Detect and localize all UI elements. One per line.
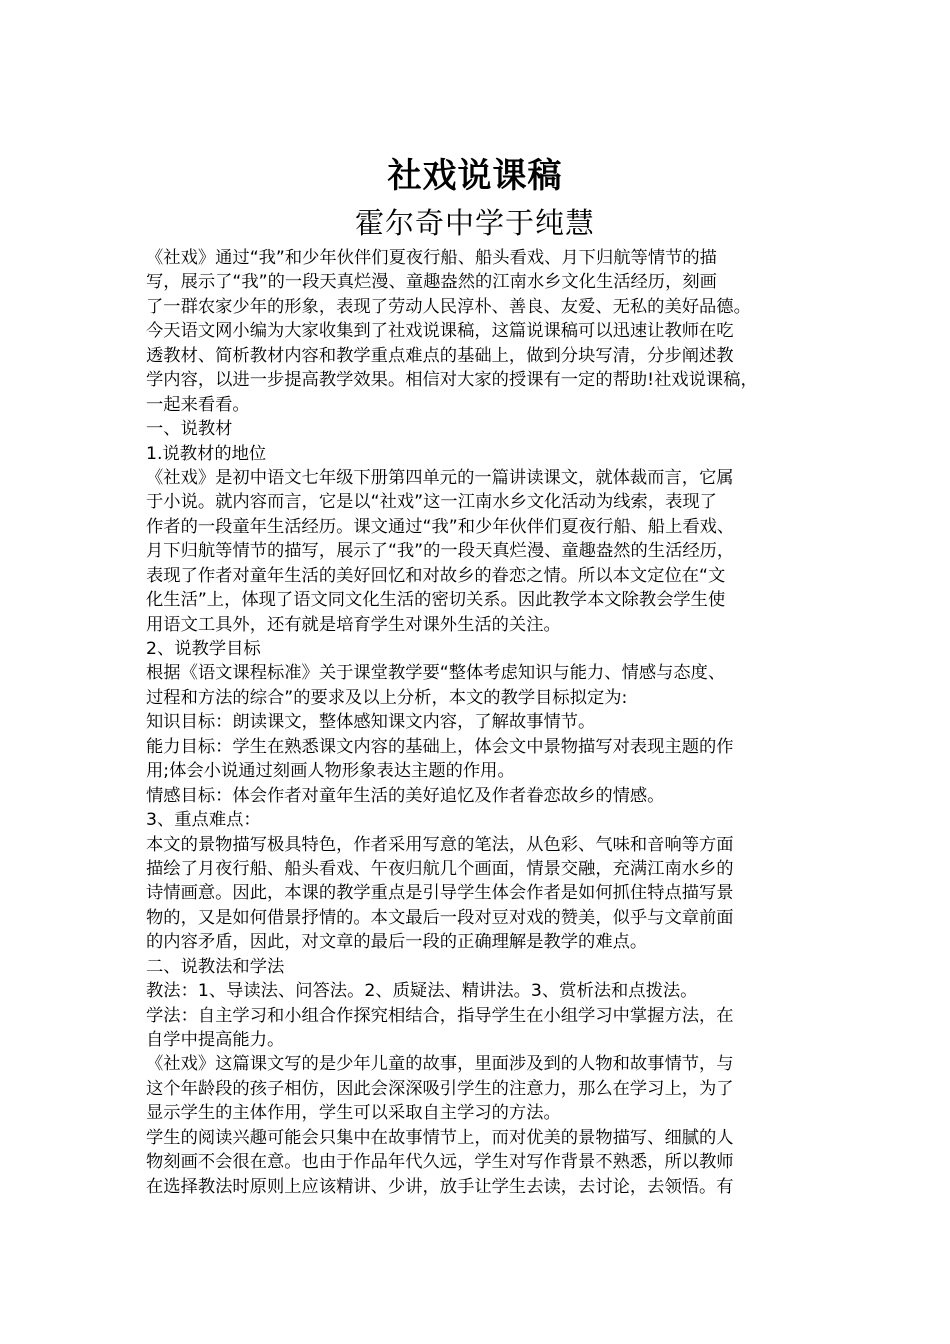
body-line: 描绘了月夜行船、船头看戏、午夜归航几个画面，情景交融，充满江南水乡的 — [146, 858, 734, 879]
body-line: 一、说教材 — [146, 419, 233, 440]
document-body — [146, 246, 818, 1199]
body-line: 根据《语文课程标准》关于课堂教学要“整体考虑知识与能力、情感与态度、 — [146, 663, 726, 684]
body-line: 学生的阅读兴趣可能会只集中在故事情节上，而对优美的景物描写、细腻的人 — [146, 1127, 734, 1148]
body-line: 物刻画不会很在意。也由于作品年代久远，学生对写作背景不熟悉，所以教师 — [146, 1152, 734, 1173]
body-line: 的内容矛盾，因此，对文章的最后一段的正确理解是教学的难点。 — [146, 932, 648, 953]
body-line: 在选择教法时原则上应该精讲、少讲，放手让学生去读，去讨论，去领悟。有 — [146, 1176, 734, 1197]
body-line: 《社戏》是初中语文七年级下册第四单元的一篇讲读课文，就体裁而言，它属 — [146, 467, 734, 488]
body-line: 一起来看看。 — [146, 394, 250, 415]
body-line: 情感目标：体会作者对童年生活的美好追忆及作者眷恋故乡的情感。 — [146, 785, 665, 806]
body-line: 于小说。就内容而言，它是以“社戏”这一江南水乡文化活动为线索，表现了 — [146, 492, 717, 513]
body-line: 本文的景物描写极具特色，作者采用写意的笔法，从色彩、气味和音响等方面 — [146, 834, 734, 855]
body-line: 3、重点难点： — [146, 810, 261, 831]
body-line: 能力目标：学生在熟悉课文内容的基础上，体会文中景物描写对表现主题的作 — [146, 736, 734, 757]
body-line: 1.说教材的地位 — [146, 443, 267, 464]
body-line: 二、说教法和学法 — [146, 956, 285, 977]
body-line: 月下归航等情节的描写，展示了“我”的一段天真烂漫、童趣盎然的生活经历， — [146, 541, 735, 562]
body-line: 2、说教学目标 — [146, 639, 261, 659]
body-line: 今天语文网小编为大家收集到了社戏说课稿，这篇说课稿可以迅速让教师在吃 — [146, 321, 734, 342]
body-line: 用语文工具外，还有就是培育学生对课外生活的关注。 — [146, 614, 561, 635]
body-line: 学内容，以进一步提高教学效果。相信对大家的授课有一定的帮助!社戏说课稿， — [146, 370, 758, 391]
body-line: 物的，又是如何借景抒情的。本文最后一段对豆对戏的赞美，似乎与文章前面 — [146, 907, 734, 928]
body-line: 《社戏》这篇课文写的是少年儿童的故事，里面涉及到的人物和故事情节，与 — [146, 1054, 734, 1075]
body-line: 这个年龄段的孩子相仿，因此会深深吸引学生的注意力，那么在学习上，为了 — [146, 1078, 734, 1099]
body-line: 表现了作者对童年生活的美好回忆和对故乡的眷恋之情。所以本文定位在“文 — [146, 565, 726, 586]
body-line: 作者的一段童年生活经历。课文通过“我”和少年伙伴们夏夜行船、船上看戏、 — [146, 516, 735, 537]
body-line: 过程和方法的综合”的要求及以上分析，本文的教学目标拟定为: — [146, 687, 628, 708]
body-line: 显示学生的主体作用，学生可以采取自主学习的方法。 — [146, 1103, 561, 1124]
body-line: 自学中提高能力。 — [146, 1030, 285, 1050]
body-line: 化生活”上，体现了语文同文化生活的密切关系。因此教学本文除教会学生使 — [146, 590, 726, 611]
body-line: 写，展示了“我”的一段天真烂漫、童趣盎然的江南水乡文化生活经历，刻画 — [146, 272, 717, 293]
body-line: 教法：1、导读法、问答法。2、质疑法、精讲法。3、赏析法和点拨法。 — [146, 981, 698, 1002]
body-line: 透教材、简析教材内容和教学重点难点的基础上，做到分块写清，分步阐述教 — [146, 345, 734, 366]
document-subtitle: 霍尔奇中学于纯慧 — [354, 206, 595, 240]
body-line: 了一群农家少年的形象，表现了劳动人民淳朴、善良、友爱、无私的美好品德。 — [146, 296, 751, 317]
document-title: 社戏说课稿 — [387, 156, 563, 196]
body-line: 《社戏》通过“我”和少年伙伴们夏夜行船、船头看戏、月下归航等情节的描 — [146, 248, 717, 268]
body-line: 用;体会小说通过刻画人物形象表达主题的作用。 — [146, 761, 515, 782]
body-line: 知识目标：朗读课文，整体感知课文内容，了解故事情节。 — [146, 712, 596, 733]
body-line: 诗情画意。因此，本课的教学重点是引导学生体会作者是如何抓住特点描写景 — [146, 883, 734, 904]
body-line: 学法：自主学习和小组合作探究相结合，指导学生在小组学习中掌握方法，在 — [146, 1005, 734, 1026]
